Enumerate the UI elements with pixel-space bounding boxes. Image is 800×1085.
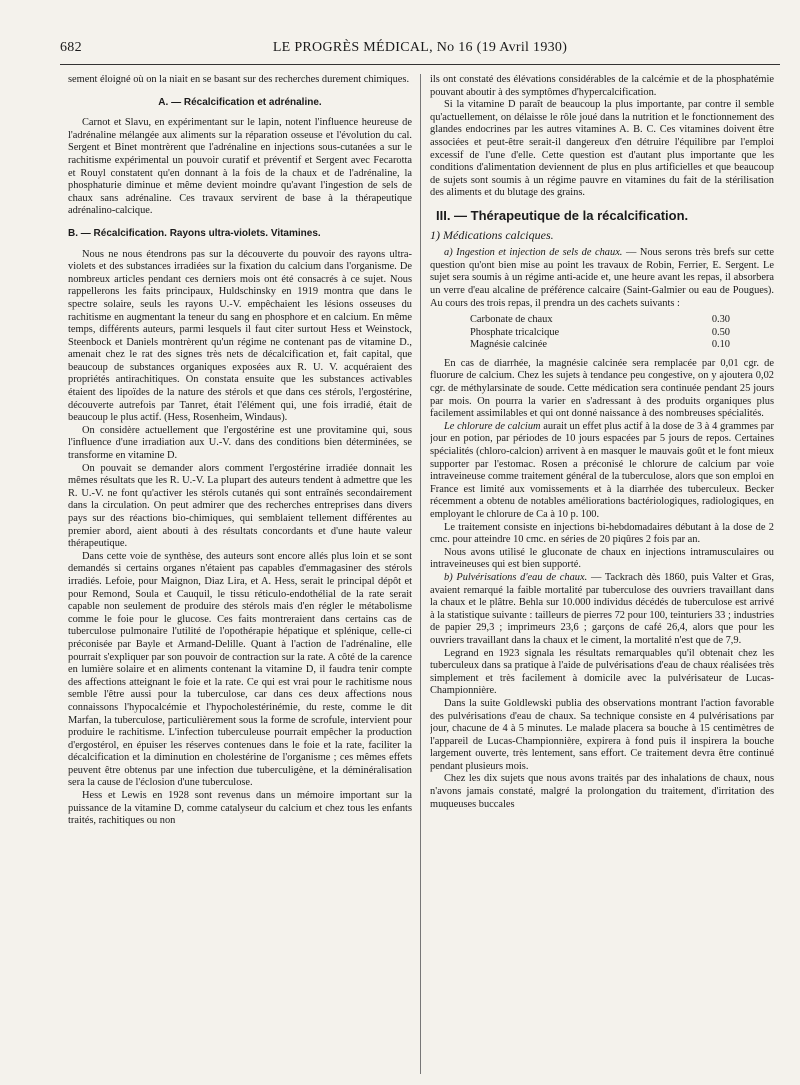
ingredient-name: Magnésie calcinée — [470, 339, 548, 351]
ingredient-name: Phosphate tricalcique — [470, 326, 560, 338]
paragraph: Hess et Lewis en 1928 sont revenus dans un mémoire important sur la puissance de la vitamine D, comme catalyseur du calcium et chez tous les enfants traités, rachitiques ou non — [68, 790, 412, 827]
prescription-row — [470, 314, 730, 327]
ingredient-qty: 0.50 — [711, 326, 730, 338]
paragraph: sement éloigné où on la niait en se basant sur des recherches durement chimiques. — [68, 74, 410, 85]
paragraph: Legrand en 1923 signala les résultats remarquables qu'il obtenait chez les tuberculeux dans sa pratique à l'aide de pulvérisations d'eau de chaux réalisées très simplement et très facilement à domicile avec la pulvérisateur de Lucas-Championnière. — [430, 647, 774, 697]
journal-title: LE PROGRÈS MÉDICAL, No 16 (19 Avril 1930) — [272, 40, 568, 55]
paragraph: Le traitement consiste en injections bi-hebdomadaires débutant à la dose de 2 cmc. pour atteindre 10 cmc. en séries de 20 piqûres 2 fois par an. — [430, 521, 774, 546]
paragraph: Dans la suite Goldlewski publia des observations montrant l'action favorable des pulvérisations d'eau de chaux. Sa technique consiste en 4 pulvérisations par jour, chacune de 4 à 5 minutes. Le malade placera sa bouche à 15 centimètres de l'appareil de Lucas-Championnière, expirera à fond puis il inspirera la bouche largement ouverte, très lentement, sans effort. Ce traitement devra être continué pendant plusieurs mois. — [430, 697, 774, 772]
prescription-row — [470, 339, 730, 352]
right-column — [430, 74, 774, 1074]
paragraph — [430, 572, 774, 648]
paragraph: On pouvait se demander alors comment l'ergostérine irradiée donnait les mêmes résultats que les R. U.-V. La plupart des auteurs tendent à admettre que les R. U.-V. ne font qu'activer les stérols cutanés qui sont entraînés secondairement dans la circulation. On peut admirer que des recherches entreprises dans divers pays sur des réactions bio-chimiques, qui semblaient tellement différentes au premier abord, aient abouti à des résultats concordants et d'une haute valeur thérapeutique. — [68, 462, 412, 550]
paragraph: Si la vitamine D paraît de beaucoup la plus importante, par contre il semble qu'actuellement, on délaisse le rôle joué dans la nutrition et le fonctionnement des glandes endocrines par les autres vitamines A. B. C. Ces vitamines doivent être associées et peut-être serait-il dangereux d'en détruire l'équilibre par l'emploi excessif de l'une d'elle. Cette question est d'autant plus importante que les conditions d'alimentation deviennent de plus en plus artificielles et que beaucoup de sujets sont soumis à un régime pauvre en vitamines du fait de la stérilisation des aliments et du blutage des grains. — [430, 99, 774, 199]
paragraph: Nous ne nous étendrons pas sur la découverte du pouvoir des rayons ultra-violets et des substances irradiées sur la fixation du calcium dans l'organisme. De nombreux articles pendant ces derniers mois ont été consacrés à ce sujet. Nous rappellerons les faits principaux, Huldschinsky en 1919 montra que dans le spectre solaire, seuls les rayons U.-V. empêchaient les lésions osseuses du rachitisme en augmentant la teneur du sang en phosphore et en calcium. En même temps, différents auteurs, parmi lesquels il faut citer surtout Hess et Weinstock, Steenbock et Daniels montrèrent qu'un régime ne contenant pas de vitamine D., amenait chez le rat des signes très nets de décalcification et, fait capital, que beaucoup de substances organiques exposées aux R. U. V. acquéraient des propriétés antirachitiques. On constata ensuite que les substances activables étaient des lipoïdes de la nature des stérols et que dans ces stérols, l'ergostérine, découverte autrefois par Tanret, était l'élément qui, une fois irradié, était de beaucoup le plus actif. (Hess, Rosenheim, Windaus). — [68, 248, 412, 424]
paragraph: Dans cette voie de synthèse, des auteurs sont encore allés plus loin et se sont demandés si certains organes n'étaient pas capables d'emmagasiner des stérols irradiés. Lefoie, pour Maignon, Diaz Lira, et A. Hess, serait le principal dépôt et pour Remond, Soula et Cauquil, le tissu réticulo-endothélial de la rate serait capable non seulement de produire des stérols mais d'en régler le métabolisme comme le foie pour le glucose. Ces faits montreraient dans certains cas de tuberculose pulmonaire l'utilité de l'opothérapie hépatique et splénique, celle-ci préconisée par Bayle et Armand-Delille. Quant à l'action de l'adrénaline, elle pourrait s'expliquer par son pouvoir de contraction sur la rate. A côté de la carence en lumière solaire et en aliments contenant la vitamine D, il faudra tenir compte des affections atteignant le foie et la rate. Ce qui est vrai pour le rachitisme nous semble l'être aussi pour la tuberculose, car dans ces deux affections nous connaissons l'hypocalcémie et l'hypocholestérinémie, du reste, comme le dit Marfan, la tuberculose, particulièrement sous la forme de scrofule, intervient pour produire le rachitisme. L'infection tuberculeuse pourrait empêcher la production d'ergostérol, en épuiser les réserves contenues dans le foie et la rate, faciliter la décalcification et la diminution en cholestérine de l'organisme ; ces mêmes effets peuvent être obtenus par une infection due tuberculigène, et la déminéralisation sera la cause de l'éclosion d'une tuberculose. — [68, 550, 412, 789]
subsection-title: 1) Médications calciques. — [430, 227, 554, 242]
item-text: — Nous serons très brefs sur cette question qu'ont bien mise au point les travaux de Robin, Ferrier, E. Sergent. Le sujet sera soumis à un régime anti-acide et, une heure avant les repas, il absorbera un verre d'eau alcaline de préférence calcaire (Saint-Galmier ou eau de Pougues). Au cours des trois repas, il prendra un des cachets suivants : — [430, 247, 774, 309]
item-label: Le chlorure de calcium — [444, 420, 541, 432]
paragraph: Carnot et Slavu, en expérimentant sur le lapin, notent l'influence heureuse de l'adrénaline mélangée aux aliments sur la réparation osseuse et l'évolution du cal. Sergent et Binet montrèrent que l'adrénaline en injections sous-cutanées a sur le rachitisme expérimental un pouvoir curatif et préventif et Sergent avec Fecarotta et Rouyl constatent qu'en donnant à la fois de la chaux et de l'adrénaline, la phosphaturie diminue et même devient moindre qu'avant l'ingestion de sels de chaux sans adrénaline. Ces travaux servirent de base à la thérapeutique adrénalino-calcique. — [68, 117, 412, 217]
paragraph: Chez les dix sujets que nous avons traités par des inhalations de chaux, nous n'avons jamais constaté, malgré la prolongation du traitement, d'irritation des muqueuses buccales — [430, 773, 774, 810]
paragraph: ils ont constaté des élévations considérables de la calcémie et de la phosphatémie pouvant aboutir à des symptômes d'hypercalcification. — [430, 74, 774, 98]
ingredient-qty: 0.30 — [711, 314, 730, 326]
item-label: a) Ingestion et injection de sels de chaux. — [444, 247, 623, 259]
header-rule — [60, 64, 780, 65]
paragraph — [430, 247, 774, 310]
ingredient-qty: 0.10 — [711, 339, 730, 351]
item-label: b) Pulvérisations d'eau de chaux. — [444, 571, 588, 583]
paragraph — [430, 421, 774, 522]
section-iii-title: III. — Thérapeutique de la récalcification. — [436, 207, 689, 223]
prescription-row — [470, 327, 730, 340]
item-text: aurait un effet plus actif à la dose de 3 à 4 grammes par jour en potion, par périodes de 10 jours espacées par 5 jours de repos. Certaines spécialités (chloro-calcion) arrivent à en masquer le mauvais goût et le font mieux supporter par l'estomac. Rosen a préconisé le chlorure de calcium par voie intraveineuse comme traitement général de la tuberculose, alors que son emploi en France est limité aux vomissements et à la diarrhée des tuberculeux. Becker récemment a obtenu de notables améliorations bactériologiques, radiologiques, en employant le chlorure de Ca à 10 p. 100. — [430, 420, 774, 520]
section-a-title: A. — Récalcification et adrénaline. — [158, 96, 322, 108]
paragraph: On considère actuellement que l'ergostérine est une provitamine qui, sous l'influence d'une irradiation aux U.-V. dans des conditions bien déterminées, se transforme en vitamine D. — [68, 424, 412, 462]
ingredient-name: Carbonate de chaux — [470, 314, 553, 326]
left-column — [68, 74, 412, 1074]
column-divider — [420, 74, 421, 1074]
item-text: — Tackrach dès 1860, puis Valter et Gras, avaient remarqué la faible mortalité par tuberculose des ouvriers travaillant dans la chaux et le plâtre. Behla sur 10.000 individus décédés de tuberculose est arrivé à la statistique suivante : tailleurs de pierres 72 pour 100, teinturiers 33 ; industries de papier 29,3 ; imprimeurs 23,6 ; garçons de café 26,4, alors que pour les ouvriers travaillant dans la chaux et le ciment, la mortalité n'est que de 7,9. — [430, 571, 774, 646]
paragraph: Nous avons utilisé le gluconate de chaux en injections intramusculaires ou intraveineuses qui est bien supporté. — [430, 546, 774, 571]
prescription-list — [470, 314, 774, 352]
paragraph: En cas de diarrhée, la magnésie calcinée sera remplacée par 0,01 cgr. de fluorure de calcium. Chez les sujets à tendance peu congestive, on y ajoutera 0,02 cgr. de méthylarsinate de soude. Cette médication sera continuée pendant 25 jours par mois. On pourra la varier en s'adressant à des produits organiques plus facilement assimilables et qui ont donné naissance à des nombreuses spécialités. — [430, 357, 774, 420]
page-number: 682 — [60, 40, 82, 55]
page-header — [60, 40, 780, 60]
section-b-title: B. — Récalcification. Rayons ultra-violets. Vitamines. — [68, 227, 321, 239]
